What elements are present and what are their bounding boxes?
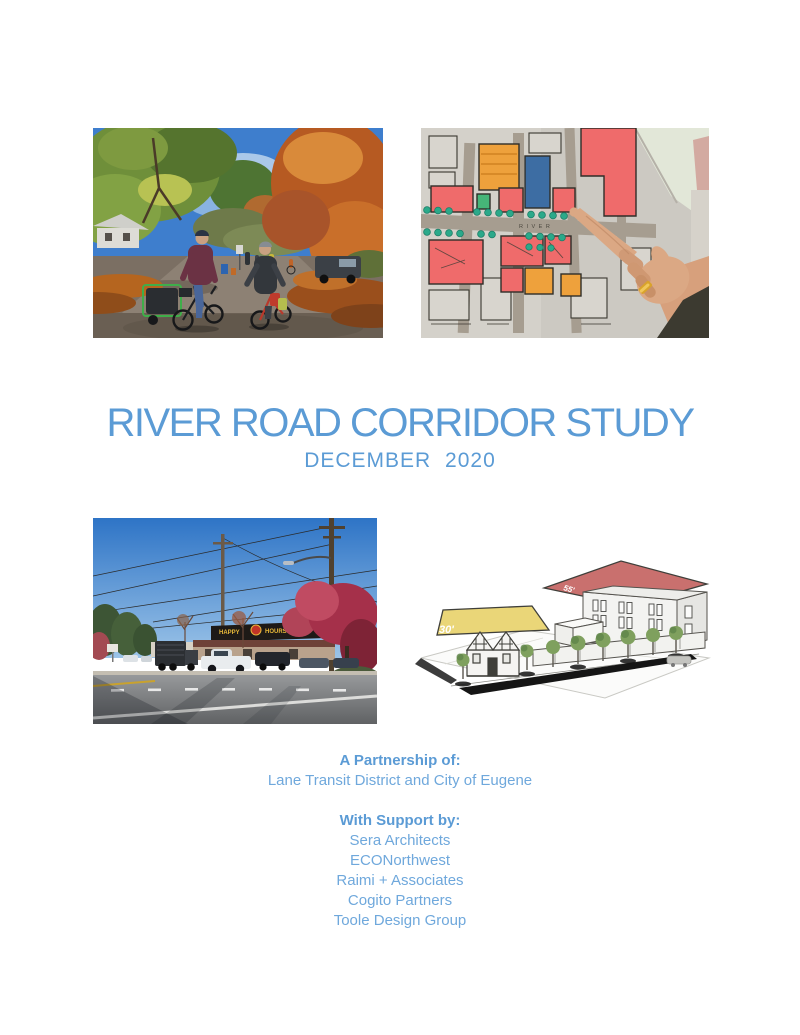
credits-spacer xyxy=(0,791,800,811)
concept-map-illustration xyxy=(421,128,709,338)
support-heading: With Support by: xyxy=(339,812,461,829)
partnership-heading: A Partnership of: xyxy=(339,752,461,769)
page-date: DECEMBER 2020 xyxy=(304,449,496,472)
massing-diagram xyxy=(415,548,715,703)
road xyxy=(93,671,377,724)
partnership-line: Lane Transit District and City of Eugene xyxy=(267,772,533,789)
photo-commercial-street xyxy=(93,518,377,724)
photo-autumn-bike-street xyxy=(93,128,383,338)
house-plane-label: 30' xyxy=(439,624,454,636)
supporter-line: Toole Design Group xyxy=(333,912,467,929)
sign-word-happy: HAPPY xyxy=(219,630,240,636)
supporter-line: Raimi + Associates xyxy=(336,872,464,889)
supporter-line: Sera Architects xyxy=(349,832,451,849)
supporter-line: ECONorthwest xyxy=(349,852,451,869)
building-plane-label: 55' xyxy=(562,583,576,595)
massing-diagram-illustration xyxy=(415,548,715,703)
photo-concept-map-pointing xyxy=(421,128,709,338)
page-title: RIVER ROAD CORRIDOR STUDY xyxy=(106,400,694,445)
credits-block xyxy=(0,751,800,931)
autumn-bike-street-illustration xyxy=(93,128,383,338)
sign-word-hours: HOURS xyxy=(265,629,287,635)
map-road-label: RIVER xyxy=(519,224,554,230)
supporter-line: Cogito Partners xyxy=(347,892,453,909)
commercial-street-illustration xyxy=(93,518,377,724)
